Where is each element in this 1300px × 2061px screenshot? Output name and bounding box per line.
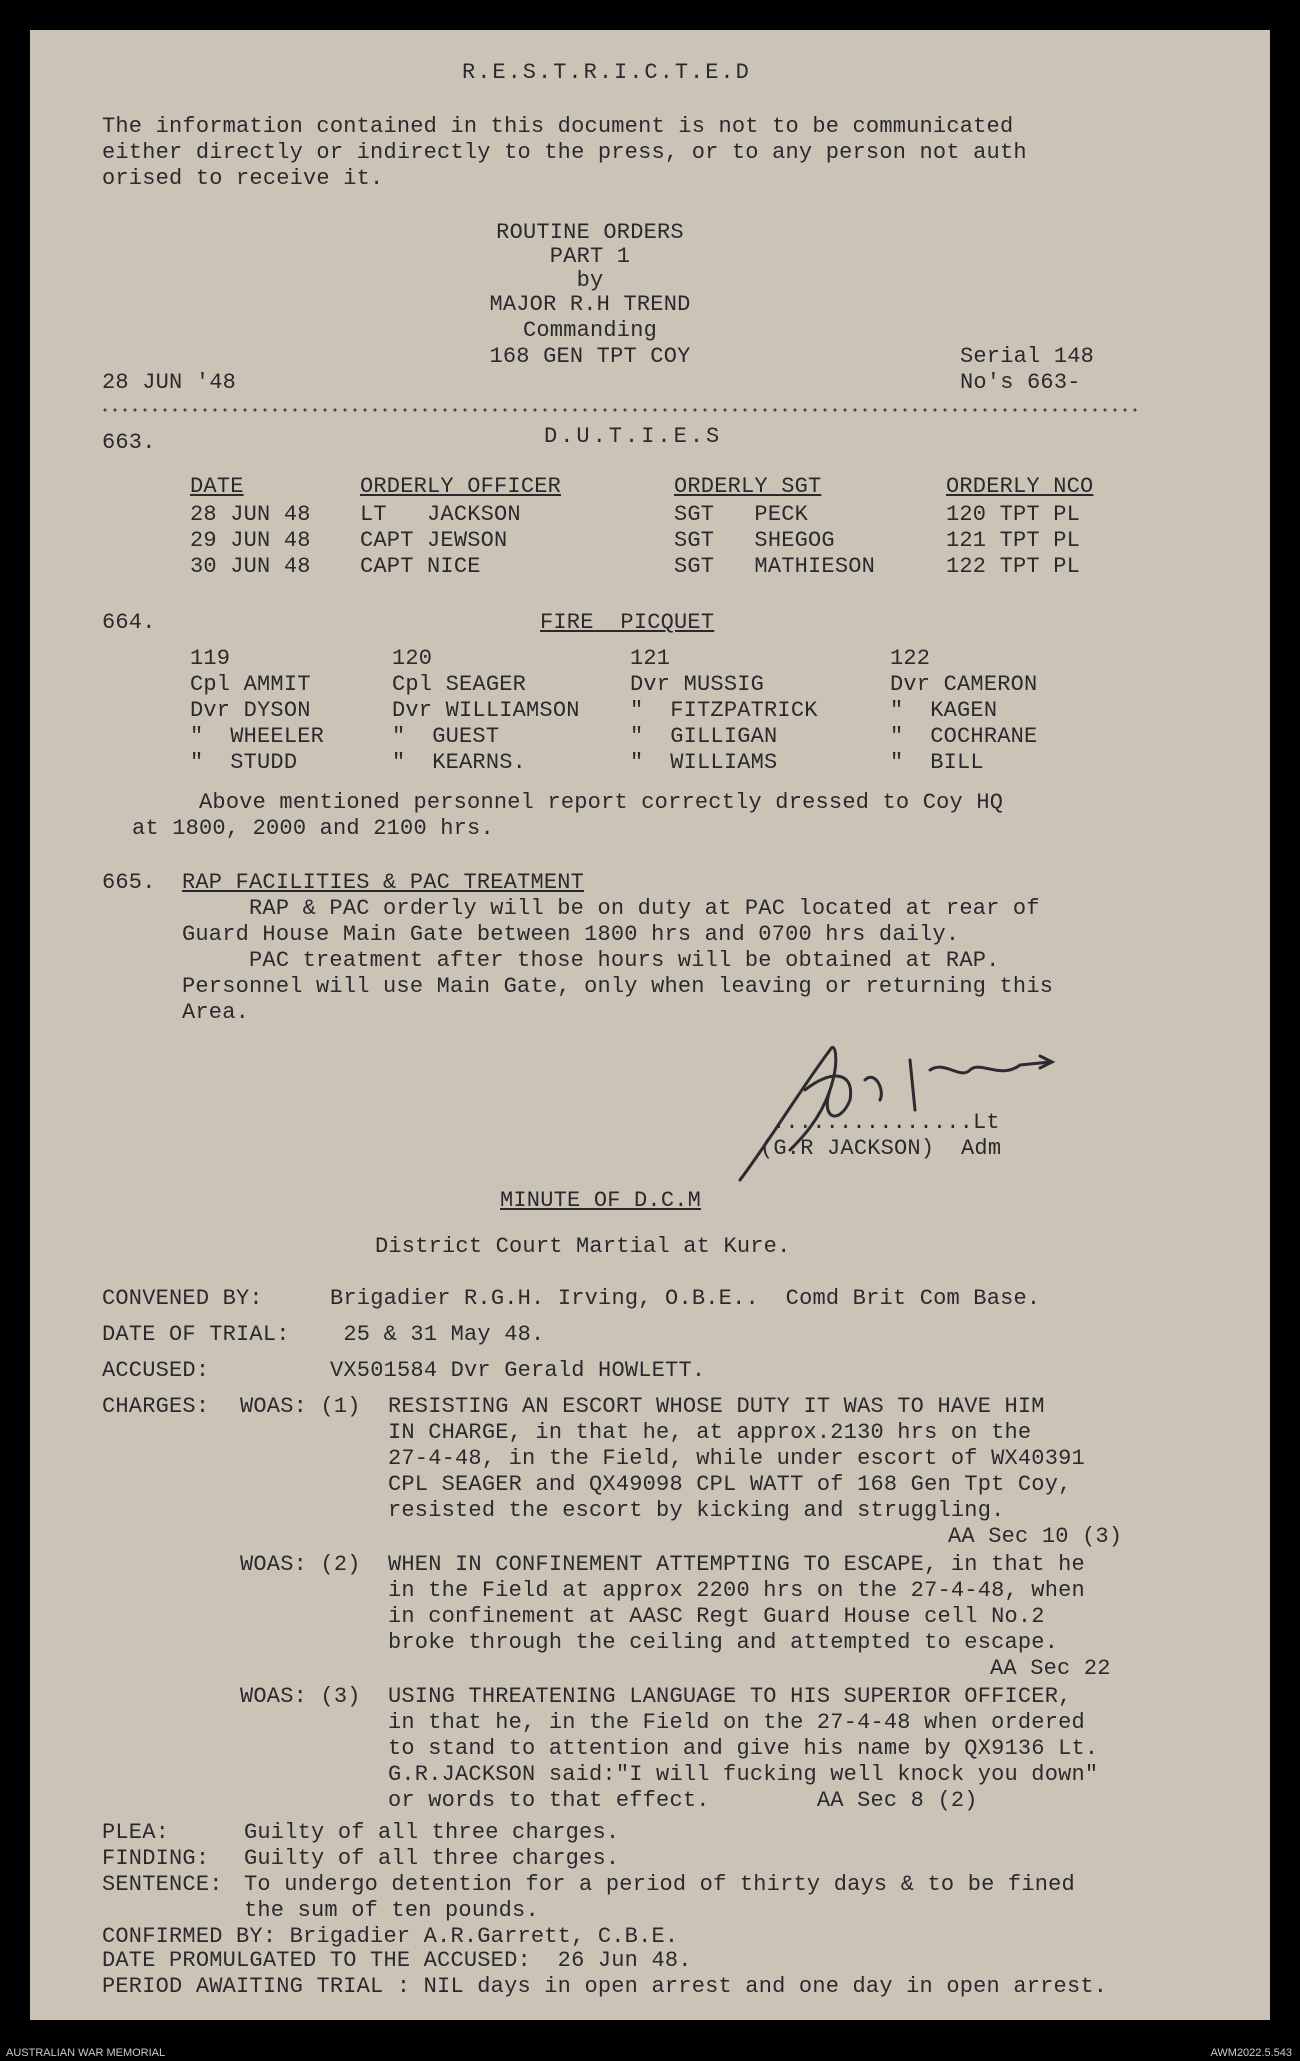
trial-date-label: DATE OF TRIAL: — [102, 1322, 290, 1347]
duties-col-nco: ORDERLY NCO — [946, 474, 1094, 499]
charge-1-line-3: 27-4-48, in the Field, while under escort of WX40391 — [388, 1446, 1085, 1471]
rap-line-4: Personnel will use Main Gate, only when leaving or returning this — [182, 974, 1054, 999]
title-line-2: PART 1 — [549, 244, 631, 269]
charge-1-line-2: IN CHARGE, in that he, at approx.2130 hrs on the — [388, 1420, 1032, 1445]
notice-line-2: either directly or indirectly to the press, or to any person not auth — [102, 140, 1027, 165]
title-line-5: Commanding — [522, 318, 658, 343]
duties-row-2-officer: CAPT JEWSON — [360, 528, 508, 553]
plea-value: Guilty of all three charges. — [244, 1820, 620, 1845]
convened-label: CONVENED BY: — [102, 1286, 263, 1311]
duties-row-1-date: 28 JUN 48 — [190, 502, 311, 527]
dcm-heading: MINUTE OF D.C.M — [500, 1188, 702, 1213]
picquet-119-label: 119 — [190, 646, 231, 671]
title-line-1: ROUTINE ORDERS — [496, 220, 684, 245]
picquet-121-line-4: " WILLIAMS — [630, 750, 778, 775]
item-number-664: 664. — [102, 610, 156, 635]
picquet-121-line-3: " GILLIGAN — [630, 724, 778, 749]
duties-row-2-nco: 121 TPT PL — [946, 528, 1081, 553]
charge-2-prefix: WOAS: (2) — [240, 1552, 361, 1577]
notice-line-1: The information contained in this document is not to be communicated — [102, 114, 1014, 139]
charge-3-prefix: WOAS: (3) — [240, 1684, 361, 1709]
charge-2-line-3: in confinement at AASC Regt Guard House cell No.2 — [388, 1604, 1045, 1629]
picquet-122-line-4: " BILL — [890, 750, 984, 775]
picquet-122-label: 122 — [890, 646, 931, 671]
duties-row-1-sgt: SGT PECK — [674, 502, 809, 527]
charge-1-line-1: RESISTING AN ESCORT WHOSE DUTY IT WAS TO HAVE HIM — [388, 1394, 1045, 1419]
charge-3-line-1: USING THREATENING LANGUAGE TO HIS SUPERIOR OFFICER, — [388, 1684, 1072, 1709]
dcm-subheading: District Court Martial at Kure. — [375, 1234, 791, 1259]
sentence-label: SENTENCE: — [102, 1872, 223, 1897]
sentence-line-1: To undergo detention for a period of thirty days & to be fined — [244, 1872, 1075, 1897]
classification-heading: R.E.S.T.R.I.C.T.E.D — [462, 60, 751, 85]
picquet-121-line-2: " FITZPATRICK — [630, 698, 818, 723]
duties-row-3-sgt: SGT MATHIESON — [674, 554, 876, 579]
trial-date-value: 25 & 31 May 48. — [330, 1322, 545, 1347]
finding-label: FINDING: — [102, 1846, 210, 1871]
picquet-121-line-1: Dvr MUSSIG — [630, 672, 765, 697]
item-number-663: 663. — [102, 430, 156, 455]
order-numbers: No's 663- — [960, 370, 1081, 395]
order-date: 28 JUN '48 — [102, 370, 237, 395]
charge-1-line-5: resisted the escort by kicking and struggling. — [388, 1498, 1005, 1523]
rap-line-3: PAC treatment after those hours will be obtained at RAP. — [182, 948, 1000, 973]
picquet-120-line-1: Cpl SEAGER — [392, 672, 527, 697]
convened-value: Brigadier R.G.H. Irving, O.B.E.. Comd Brit Com Base. — [330, 1286, 1041, 1311]
notice-line-3: orised to receive it. — [102, 166, 384, 191]
accused-label: ACCUSED: — [102, 1358, 210, 1383]
duties-row-2-date: 29 JUN 48 — [190, 528, 311, 553]
charge-1-prefix: WOAS: (1) — [240, 1394, 361, 1419]
duties-row-2-sgt: SGT SHEGOG — [674, 528, 835, 553]
picquet-119-line-1: Cpl AMMIT — [190, 672, 311, 697]
picquet-122-line-3: " COCHRANE — [890, 724, 1038, 749]
charges-label: CHARGES: — [102, 1394, 210, 1419]
duties-row-1-officer: LT JACKSON — [360, 502, 521, 527]
picquet-119-line-3: " WHEELER — [190, 724, 325, 749]
charge-2-line-4: broke through the ceiling and attempted to escape. — [388, 1630, 1059, 1655]
picquet-120-line-3: " GUEST — [392, 724, 500, 749]
charge-3-line-2: in that he, in the Field on the 27-4-48 when ordered — [388, 1710, 1085, 1735]
charge-1-reference: AA Sec 10 (3) — [948, 1524, 1123, 1549]
picquet-119-line-2: Dvr DYSON — [190, 698, 311, 723]
item-number-665: 665. — [102, 870, 156, 895]
duties-col-sgt: ORDERLY SGT — [674, 474, 822, 499]
duties-row-3-date: 30 JUN 48 — [190, 554, 311, 579]
rap-line-2: Guard House Main Gate between 1800 hrs and 0700 hrs daily. — [182, 922, 960, 947]
picquet-120-line-4: " KEARNS. — [392, 750, 527, 775]
footer-accession-number: AWM2022.5.543 — [1210, 2047, 1292, 2059]
charge-3-line-5: or words to that effect. AA Sec 8 (2) — [388, 1788, 978, 1813]
document-page — [30, 30, 1270, 2020]
period-awaiting-trial: PERIOD AWAITING TRIAL : NIL days in open arrest and one day in open arrest. — [102, 1974, 1108, 1999]
sentence-line-2: the sum of ten pounds. — [244, 1898, 539, 1923]
duties-row-3-nco: 122 TPT PL — [946, 554, 1081, 579]
signature-name: (G.R JACKSON) Adm — [760, 1136, 1002, 1161]
accused-value: VX501584 Dvr Gerald HOWLETT. — [330, 1358, 706, 1383]
charge-2-line-2: in the Field at approx 2200 hrs on the 27-4-48, when — [388, 1578, 1085, 1603]
footer-institution: AUSTRALIAN WAR MEMORIAL — [6, 2047, 166, 2059]
rap-heading: RAP FACILITIES & PAC TREATMENT — [182, 870, 585, 895]
charge-2-line-1: WHEN IN CONFINEMENT ATTEMPTING TO ESCAPE, in that he — [388, 1552, 1085, 1577]
duties-row-3-officer: CAPT NICE — [360, 554, 481, 579]
duties-col-date: DATE — [190, 474, 244, 499]
picquet-note-line-1: Above mentioned personnel report correctly dressed to Coy HQ — [132, 790, 1004, 815]
charge-3-line-3: to stand to attention and give his name by QX9136 Lt. — [388, 1736, 1099, 1761]
title-line-6: 168 GEN TPT COY — [489, 344, 691, 369]
picquet-122-line-1: Dvr CAMERON — [890, 672, 1038, 697]
fire-picquet-heading: FIRE PICQUET — [540, 610, 715, 635]
rap-line-5: Area. — [182, 1000, 250, 1025]
charge-3-line-4: G.R.JACKSON said:"I will fucking well knock you down" — [388, 1762, 1099, 1787]
signature-line: ...............Lt — [772, 1110, 1000, 1135]
picquet-note-line-2: at 1800, 2000 and 2100 hrs. — [132, 816, 494, 841]
title-line-3: by — [576, 268, 604, 293]
charge-1-line-4: CPL SEAGER and QX49098 CPL WATT of 168 Gen Tpt Coy, — [388, 1472, 1072, 1497]
rap-line-1: RAP & PAC orderly will be on duty at PAC located at rear of — [182, 896, 1040, 921]
confirmed-by: CONFIRMED BY: Brigadier A.R.Garrett, C.B.E. — [102, 1924, 679, 1949]
picquet-120-label: 120 — [392, 646, 433, 671]
serial-number: Serial 148 — [960, 344, 1095, 369]
duties-col-officer: ORDERLY OFFICER — [360, 474, 562, 499]
date-promulgated: DATE PROMULGATED TO THE ACCUSED: 26 Jun 48. — [102, 1948, 692, 1973]
duties-heading: D.U.T.I.E.S — [544, 424, 723, 449]
picquet-121-label: 121 — [630, 646, 671, 671]
plea-label: PLEA: — [102, 1820, 170, 1845]
duties-row-1-nco: 120 TPT PL — [946, 502, 1081, 527]
finding-value: Guilty of all three charges. — [244, 1846, 620, 1871]
picquet-119-line-4: " STUDD — [190, 750, 298, 775]
title-line-4: MAJOR R.H TREND — [489, 292, 691, 317]
picquet-120-line-2: Dvr WILLIAMSON — [392, 698, 580, 723]
charge-2-reference: AA Sec 22 — [990, 1656, 1111, 1681]
dotted-divider — [100, 408, 1140, 412]
picquet-122-line-2: " KAGEN — [890, 698, 998, 723]
